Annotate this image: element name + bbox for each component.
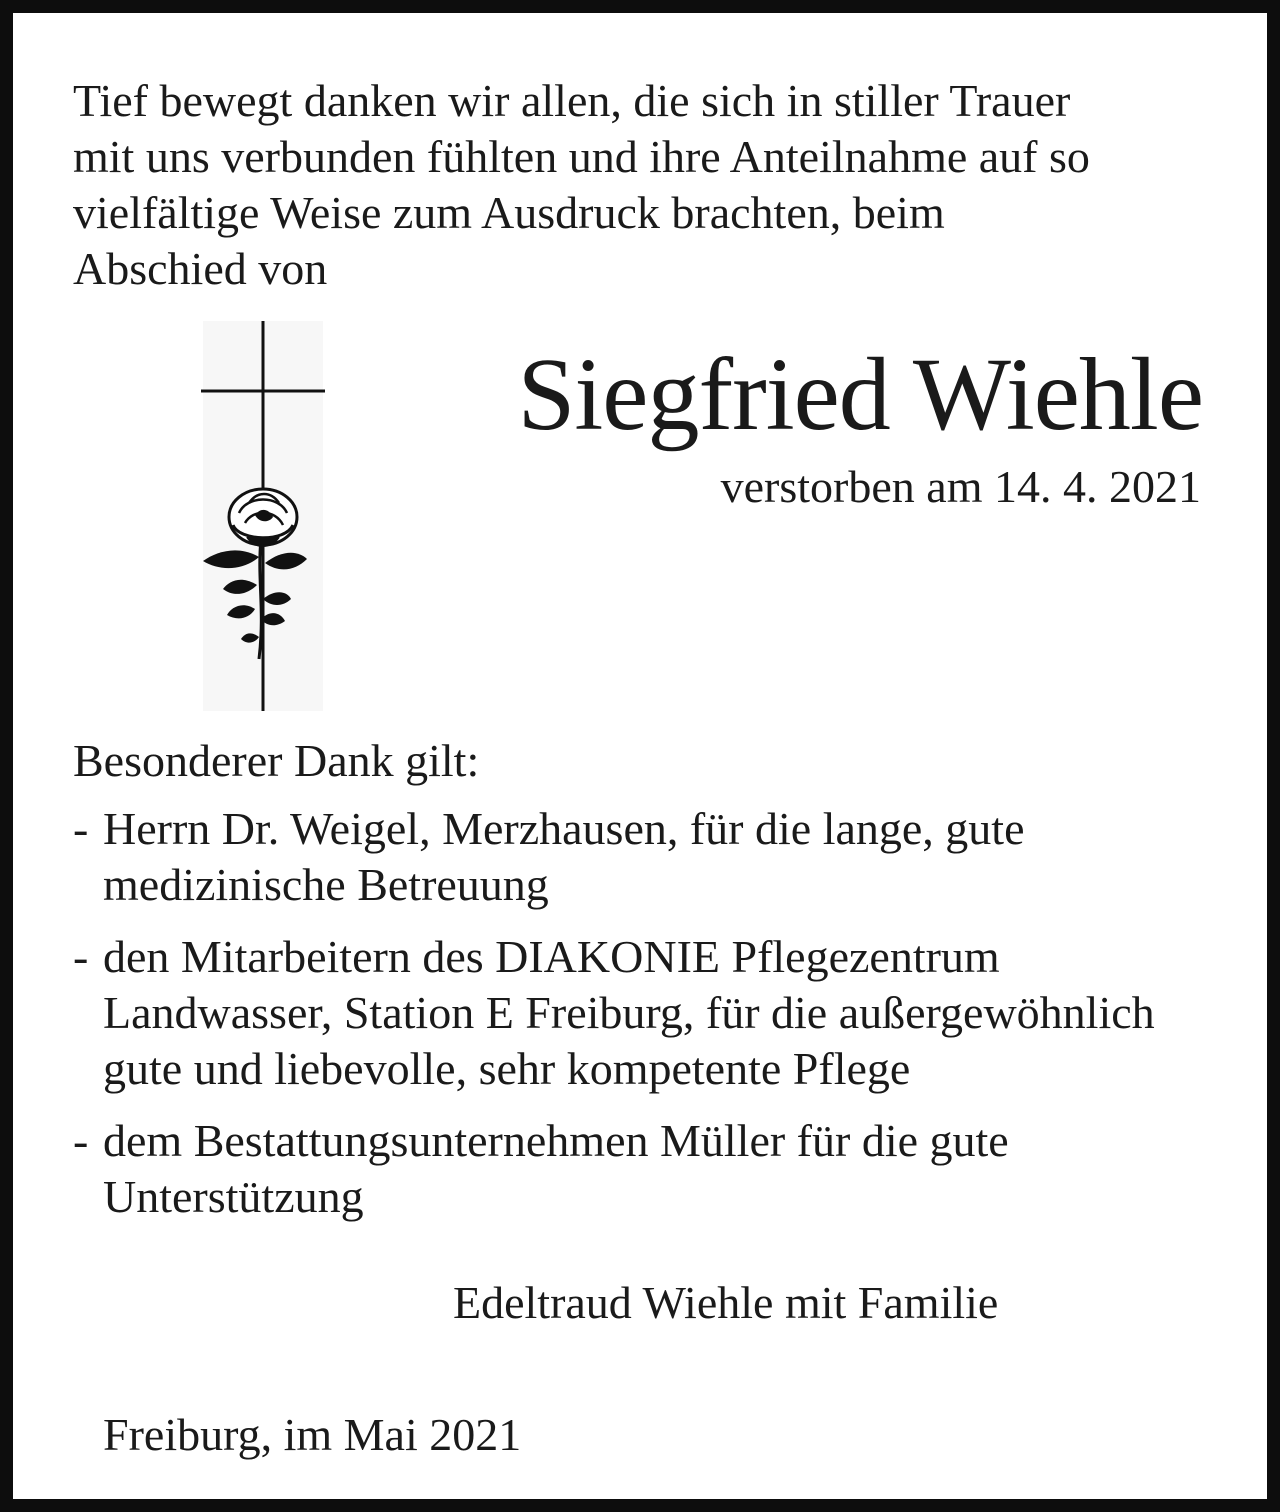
list-item-line: Herrn Dr. Weigel, Merzhausen, für die lange, gute [103,803,1025,854]
list-item [73,929,1253,1097]
intro-line: mit uns verbunden fühlten und ihre Anteilnahme auf so [73,131,1090,182]
list-dash: - [73,931,89,982]
cross-with-rose-icon [199,319,327,713]
place-date: Freiburg, im Mai 2021 [103,1409,522,1460]
death-date: verstorben am 14. 4. 2021 [720,461,1201,512]
intro-line: Tief bewegt danken wir allen, die sich in stiller Trauer [73,75,1071,126]
list-item-line: Unterstützung [103,1171,364,1222]
thanks-list [73,801,1253,1241]
signature: Edeltraud Wiehle mit Familie [453,1277,999,1328]
deceased-name: Siegfried Wiehle [517,337,1203,452]
intro-text [73,73,1253,297]
list-item-line: gute und liebevolle, sehr kompetente Pflege [103,1043,911,1094]
intro-line: vielfältige Weise zum Ausdruck brachten, beim [73,187,945,238]
list-item [73,1113,1253,1225]
intro-line: Abschied von [73,243,328,294]
list-item [73,801,1253,913]
thanks-heading: Besonderer Dank gilt: [73,735,480,786]
list-item-line: den Mitarbeitern des DIAKONIE Pflegezentrum [103,931,1000,982]
list-item-line: Landwasser, Station E Freiburg, für die außergewöhnlich [103,987,1155,1038]
list-dash: - [73,1115,89,1166]
list-dash: - [73,803,89,854]
list-item-line: medizinische Betreuung [103,859,549,910]
list-item-line: dem Bestattungsunternehmen Müller für die gute [103,1115,1009,1166]
